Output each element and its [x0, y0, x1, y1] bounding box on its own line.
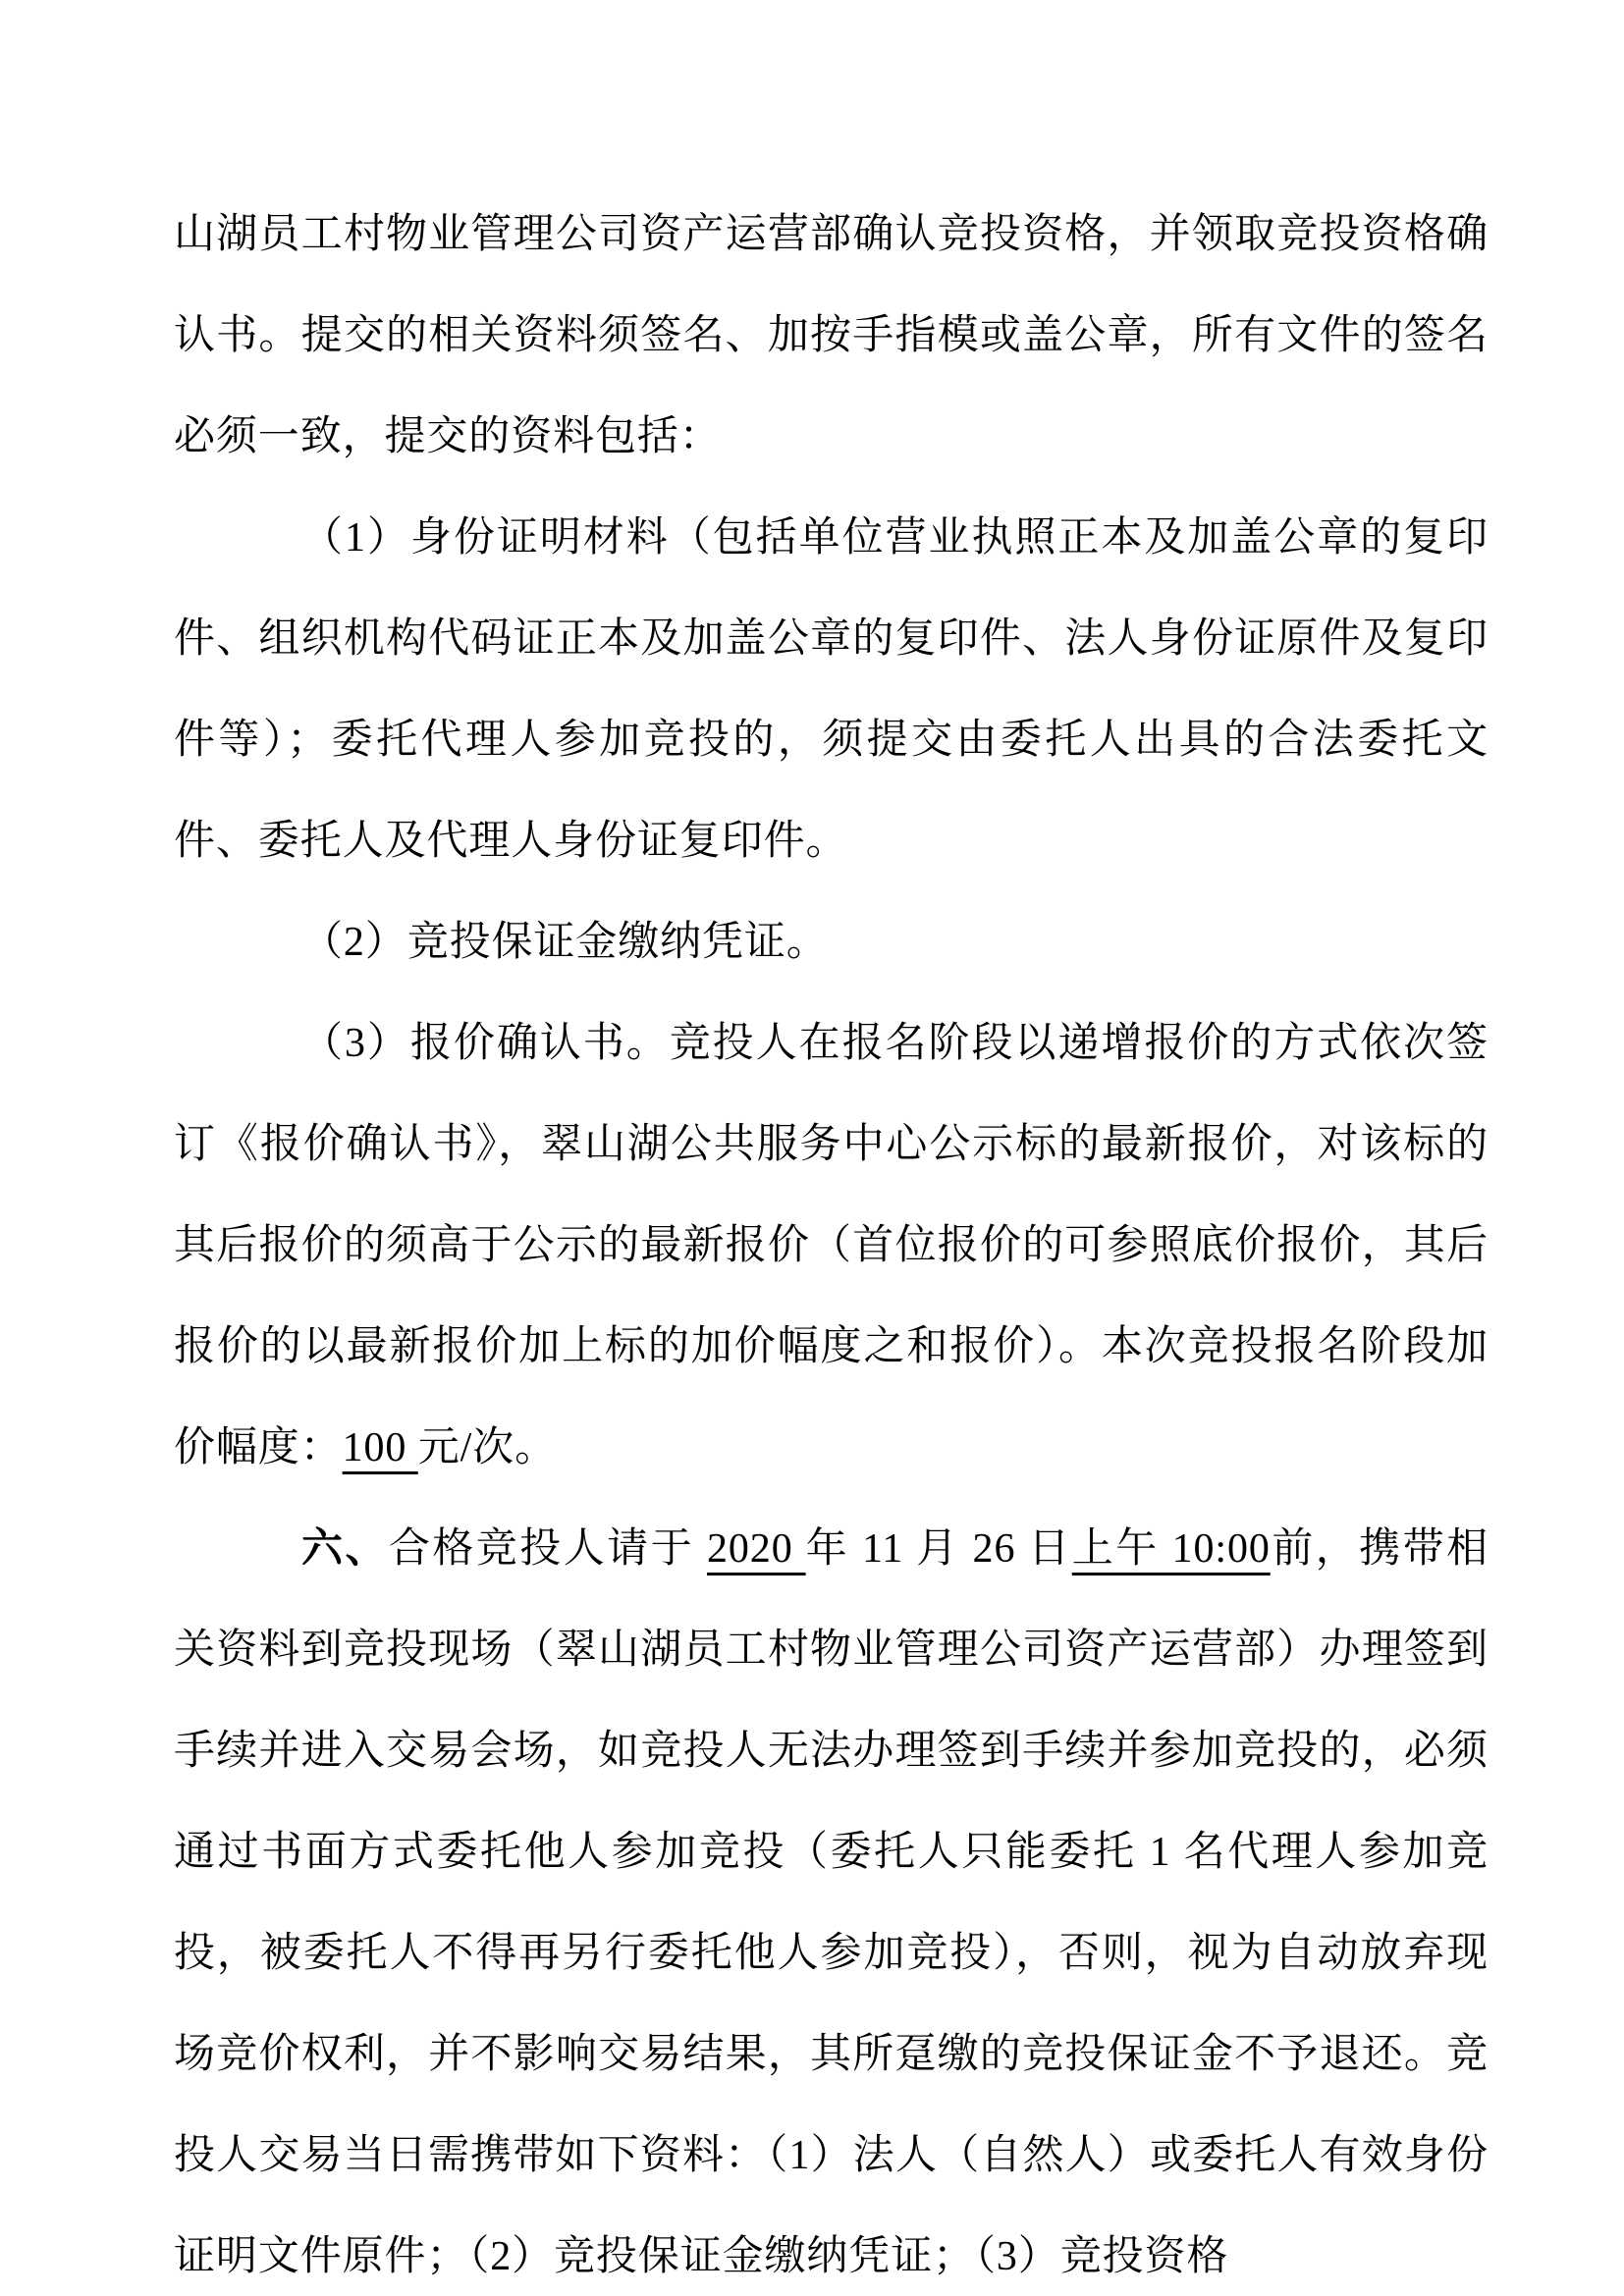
document-body	[174, 185, 1489, 2296]
paragraph-item-3-quotation-confirmation	[174, 993, 1489, 1499]
underlined-text-run: 上午 10:00	[1071, 1526, 1271, 1572]
text-run: （3）报价确认书。竞投人在报名阶段以递增报价的方式依次签订《报价确认书》，翠山湖公共服务中心公示标的最新报价，对该标的其后报价的须高于公示的最新报价（首位报价的可参照底价报价，其后报价的以最新报价加上标的加价幅度之和报价）。本次竞投报名阶段加价幅度：	[174, 1021, 1489, 1470]
paragraph-section-6-signin-instructions	[174, 1499, 1489, 2296]
text-run: 元/次。	[417, 1425, 557, 1470]
text-run: 山湖员工村物业管理公司资产运营部确认竞投资格，并领取竞投资格确认书。提交的相关资料须签名、加按手指模或盖公章，所有文件的签名必须一致，提交的资料包括：	[174, 212, 1489, 459]
text-run: 年 11 月 26 日	[805, 1526, 1072, 1572]
paragraph-item-2-deposit-receipt	[174, 892, 1489, 993]
text-run: （2）竞投保证金缴纳凭证。	[301, 920, 829, 965]
paragraph-item-1-identity-documents	[174, 488, 1489, 892]
bold-text-run: 六、	[301, 1526, 389, 1572]
underlined-text-run: 2020	[707, 1526, 806, 1572]
underlined-text-run: 100	[342, 1425, 418, 1470]
paragraph-qualification-confirmation-continued	[174, 185, 1489, 488]
text-run: （1）身份证明材料（包括单位营业执照正本及加盖公章的复印件、组织机构代码证正本及加盖公章的复印件、法人身份证原件及复印件等）；委托代理人参加竞投的，须提交由委托人出具的合法委托文件、委托人及代理人身份证复印件。	[174, 515, 1489, 864]
text-run: 前，携带相关资料到竞投现场（翠山湖员工村物业管理公司资产运营部）办理签到手续并进入交易会场，如竞投人无法办理签到手续并参加竞投的，必须通过书面方式委托他人参加竞投（委托人只能委托 1 名代理人参加竞投，被委托人不得再另行委托他人参加竞投），否则，视为自动放弃现场竞价权利，并不影响交易结果，其所趸缴的竞投保证金不予退还。竞投人交易当日需携带如下资料：（1）法人（自然人）或委托人有效身份证明文件原件；（2）竞投保证金缴纳凭证；（3）竞投资格	[174, 1526, 1489, 2279]
text-run: 合格竞投人请于	[388, 1526, 707, 1572]
